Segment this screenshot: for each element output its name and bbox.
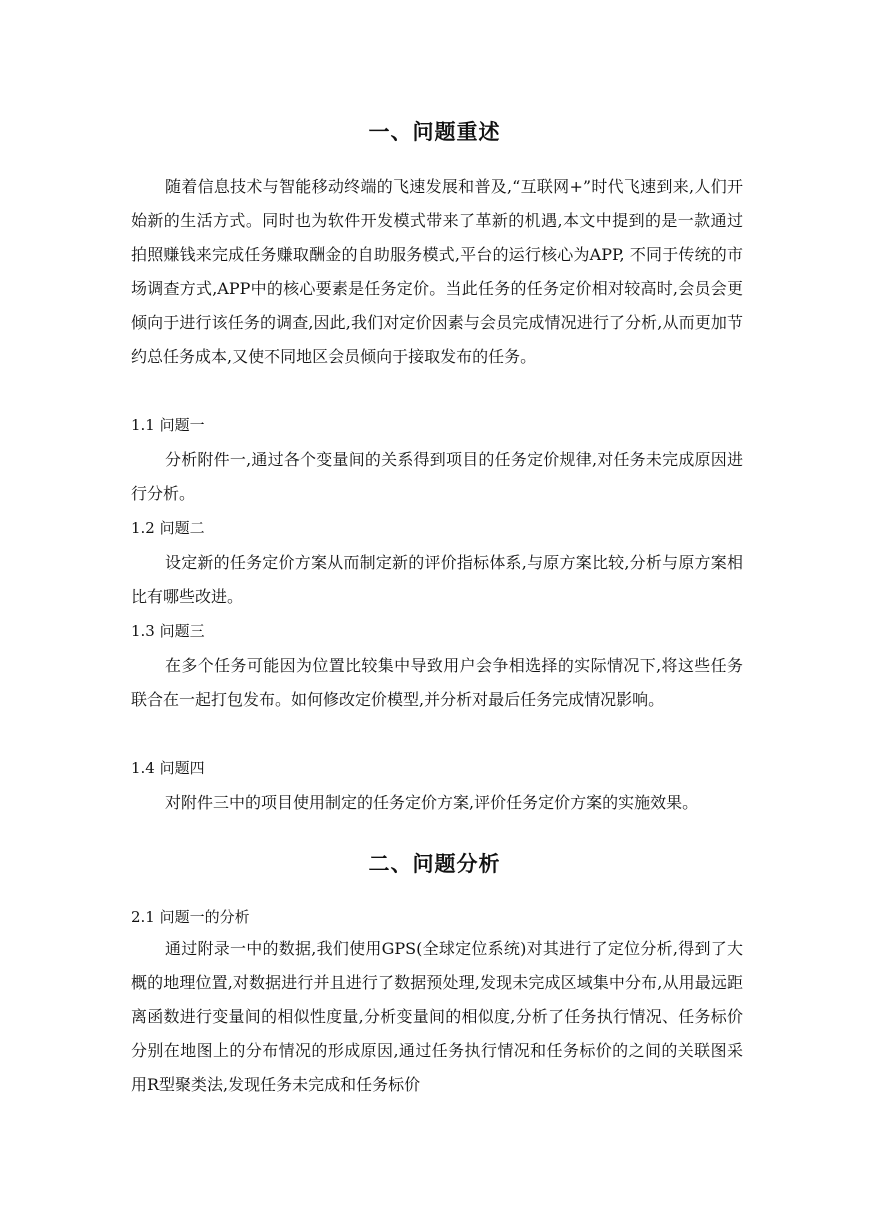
subsection-title-1-3: 1.3 问题三 (131, 622, 205, 640)
subsection-title-1-4: 1.4 问题四 (131, 759, 205, 777)
section-heading-analysis: 二、问题分析 (368, 852, 501, 876)
subsection-title-1-1: 1.1 问题一 (131, 416, 205, 434)
subsection-title-1-2: 1.2 问题二 (131, 519, 205, 537)
subsection-text-1-3: 在多个任务可能因为位置比较集中导致用户会争相选择的实际情况下,将这些任务联合在一起打包发布。如何修改定价模型,并分析对最后任务完成情况影响。 (131, 656, 743, 709)
subsection-text-2-1: 通过附录一中的数据,我们使用GPS(全球定位系统)对其进行了定位分析,得到了大概的地理位置,对数据进行并且进行了数据预处理,发现未完成区域集中分布,从用最远距离函数进行变量间的相似性度量,分析变量间的相似度,分析了任务执行情况、任务标价分别在地图上的分布情况的形成原因,通过任务执行情况和任务标价的之间的关联图采用R型聚类法,发现任务未完成和任务标价 (131, 939, 743, 1094)
intro-paragraph: 随着信息技术与智能移动终端的飞速发展和普及,“互联网+”时代飞速到来,人们开始新的生活方式。同时也为软件开发模式带来了革新的机遇,本文中提到的是一款通过拍照赚钱来完成任务赚取酬金的自助服务模式,平台的运行核心为APP, 不同于传统的市场调查方式,APP中的核心要素是任务定价。当此任务的任务定价相对较高时,会员会更倾向于进行该任务的调查,因此,我们对定价因素与会员完成情况进行了分析,从而更加节约总任务成本,又使不同地区会员倾向于接取发布的任务。 (131, 177, 743, 366)
subsection-text-1-4: 对附件三中的项目使用制定的任务定价方案,评价任务定价方案的实施效果。 (165, 793, 699, 812)
subsection-title-2-1: 2.1 问题一的分析 (131, 908, 250, 926)
subsection-text-1-2: 设定新的任务定价方案从而制定新的评价指标体系,与原方案比较,分析与原方案相比有哪些改进。 (131, 553, 743, 606)
subsection-text-1-1: 分析附件一,通过各个变量间的关系得到项目的任务定价规律,对任务未完成原因进行分析。 (131, 450, 743, 503)
section-heading-restatement: 一、问题重述 (368, 120, 501, 144)
